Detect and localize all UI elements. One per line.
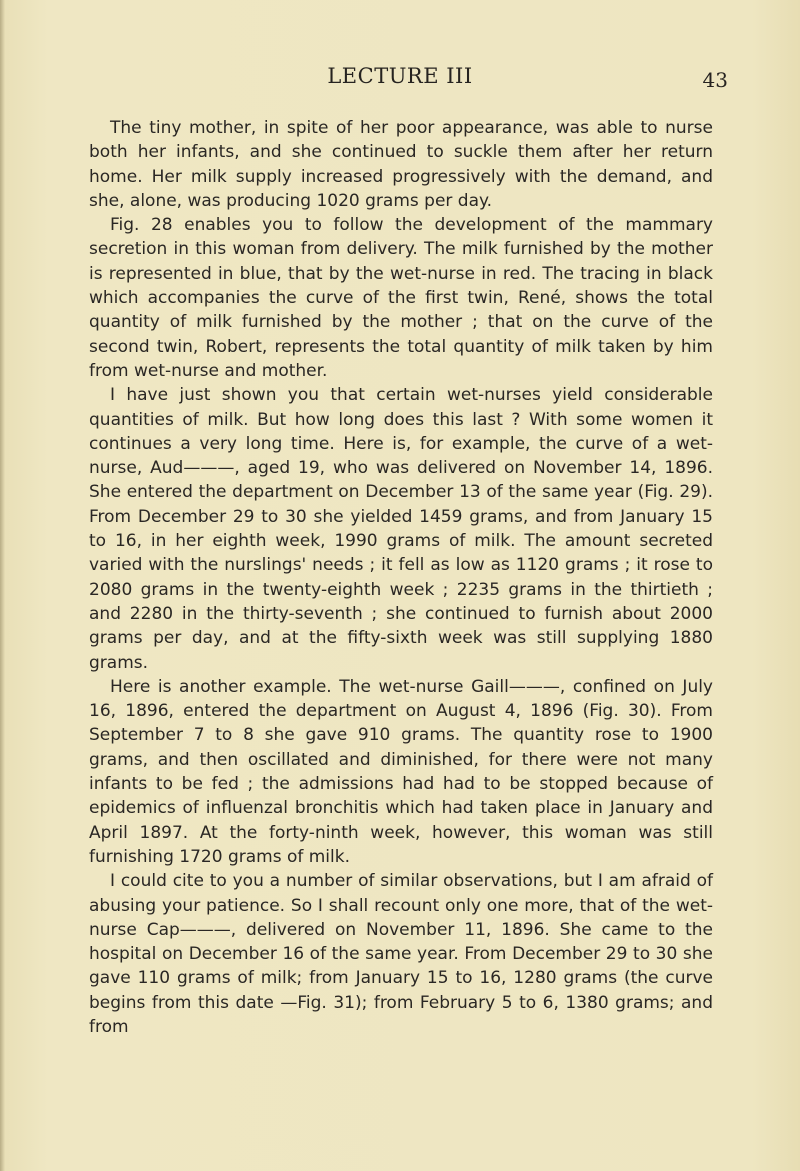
running-head: LECTURE III [327, 64, 473, 88]
paragraph-4: Here is another example. The wet-nurse Gaill———, confined on July 16, 1896, entered the department on August 4, 1896 (Fig. 30). From September 7 to 8 she gave 910 grams. The quantity rose to 1900 grams, and then oscillated and diminished, for there were not many infants to be fed ; the admissions had had to be stopped because of epidemics of influenzal bronchitis which had taken place in January and April 1897. At the forty-ninth week, however, this woman was still furnishing 1720 grams of milk. [89, 676, 713, 867]
body-text [89, 116, 713, 1039]
paragraph-5: I could cite to you a number of similar observations, but I am afraid of abusing your patience. So I shall recount only one more, that of the wet-nurse Cap———, delivered on November 11, 1896. She came to the hospital on December 16 of the same year. From December 29 to 30 she gave 110 grams of milk; from January 15 to 16, 1280 grams (the curve begins from this date —Fig. 31); from February 5 to 6, 1380 grams; and from [89, 871, 713, 1037]
page-spine-edge [0, 0, 5, 1171]
page-header [0, 64, 800, 94]
page-number: 43 [702, 68, 728, 92]
paragraph-3: I have just shown you that certain wet-nurses yield considerable quantities of milk. But how long does this last ? With some women it continues a very long time. Here is, for example, the curve of a wet-nurse, Aud———, aged 19, who was delivered on November 14, 1896. She entered the department on December 13 of the same year (Fig. 29). From December 29 to 30 she yielded 1459 grams, and from January 15 to 16, in her eighth week, 1990 grams of milk. The amount secreted varied with the nurslings' needs ; it fell as low as 1120 grams ; it rose to 2080 grams in the twenty-eighth week ; 2235 grams in the thirtieth ; and 2280 in the thirty-seventh ; she continued to furnish about 2000 grams per day, and at the fifty-sixth week was still supplying 1880 grams. [89, 385, 713, 673]
paragraph-1: The tiny mother, in spite of her poor appearance, was able to nurse both her infants, and she continued to suckle them after her return home. Her milk supply increased progressively with the demand, and she, alone, was producing 1020 grams per day. [89, 118, 713, 211]
paragraph-2: Fig. 28 enables you to follow the development of the mammary secretion in this woman from delivery. The milk furnished by the mother is represented in blue, that by the wet-nurse in red. The tracing in black which accompanies the curve of the first twin, René, shows the total quantity of milk furnished by the mother ; that on the curve of the second twin, Robert, represents the total quantity of milk taken by him from wet-nurse and mother. [89, 215, 713, 381]
